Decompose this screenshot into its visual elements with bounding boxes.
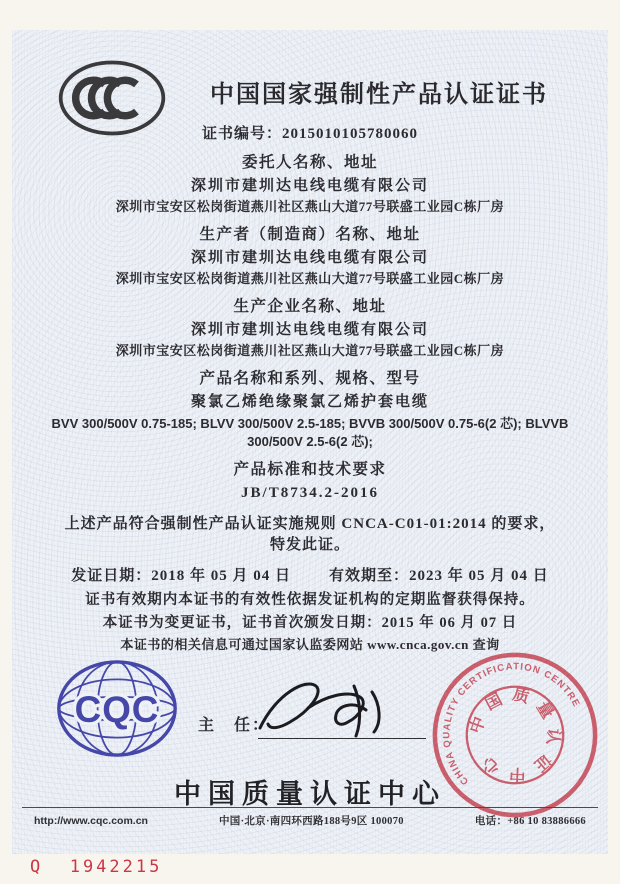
seal-ring-text: CHINA QUALITY CERTIFICATION CENTRE <box>441 661 582 787</box>
section-factory <box>12 297 608 360</box>
certificate-number: 证书编号：2015010105780060 <box>201 126 418 142</box>
director-label: 主 任： <box>198 717 271 734</box>
product-name: 聚氯乙烯绝缘聚氯乙烯护套电缆 <box>190 394 429 410</box>
valid-until-date: 有效期至：2023 年 05 月 04 日 <box>329 568 549 584</box>
section-heading: 委托人名称、地址 <box>241 154 378 171</box>
factory-address: 深圳市宝安区松岗街道燕川社区燕山大道77号联盛工业园C栋厂房 <box>115 343 505 358</box>
manufacturer-name: 深圳市建圳达电线电缆有限公司 <box>190 250 429 266</box>
section-heading: 生产企业名称、地址 <box>233 298 387 315</box>
certificate-header <box>12 30 608 118</box>
section-heading: 生产者（制造商）名称、地址 <box>199 226 421 243</box>
section-manufacturer <box>12 225 608 288</box>
query-note: 本证书的相关信息可通过国家认监委网站 www.cnca.gov.cn 查询 <box>120 637 500 652</box>
cqc-logo-text: CQC <box>74 689 160 731</box>
serial-stamp-number: Q 1942215 <box>30 857 163 877</box>
certificate-body <box>12 30 608 854</box>
certificate-footer <box>22 807 598 828</box>
section-applicant <box>12 153 608 216</box>
cqc-logo-icon <box>54 658 180 764</box>
date-row <box>12 564 608 585</box>
conformity-statement <box>40 514 580 556</box>
issuing-org-name: 中国质量认证中心 <box>174 779 446 809</box>
signature-line <box>258 738 426 739</box>
statement-line-2: 特发此证。 <box>269 537 350 553</box>
applicant-name: 深圳市建圳达电线电缆有限公司 <box>190 178 429 194</box>
standard-code: JB/T8734.2-2016 <box>241 485 379 501</box>
issue-date: 发证日期：2018 年 05 月 04 日 <box>71 568 291 584</box>
footer-website: http://www.cqc.com.cn <box>34 815 148 827</box>
statement-line-1: 上述产品符合强制性产品认证实施规则 CNCA-C01-01:2014 的要求， <box>64 516 556 532</box>
manufacturer-address: 深圳市宝安区松岗街道燕川社区燕山大道77号联盛工业园C栋厂房 <box>115 271 505 286</box>
product-models: BVV 300/500V 0.75-185; BLVV 300/500V 2.5-185; BVVB 300/500V 0.75-6(2 芯); BLVVB 300/500V 2.5-6(2 芯); <box>51 416 569 449</box>
change-note: 本证书为变更证书，证书首次颁发日期：2015 年 06 月 07 日 <box>102 615 518 631</box>
section-heading: 产品名称和系列、规格、型号 <box>199 370 421 387</box>
applicant-address: 深圳市宝安区松岗街道燕川社区燕山大道77号联盛工业园C栋厂房 <box>115 199 505 214</box>
seal-inner-text: 中国质量认证中心 <box>465 684 564 785</box>
ccc-mark-icon <box>54 56 170 145</box>
validity-note: 证书有效期内本证书的有效性依据发证机构的定期监督获得保持。 <box>85 592 535 608</box>
section-product <box>12 369 608 451</box>
certificate-title: 中国国家强制性产品认证证书 <box>210 82 548 108</box>
section-standard <box>12 460 608 504</box>
factory-name: 深圳市建圳达电线电缆有限公司 <box>190 322 429 338</box>
section-heading: 产品标准和技术要求 <box>233 461 387 478</box>
footer-phone: 电话：+86 10 83886666 <box>474 816 586 827</box>
footer-address: 中国·北京·南四环西路188号9区 100070 <box>218 816 404 827</box>
